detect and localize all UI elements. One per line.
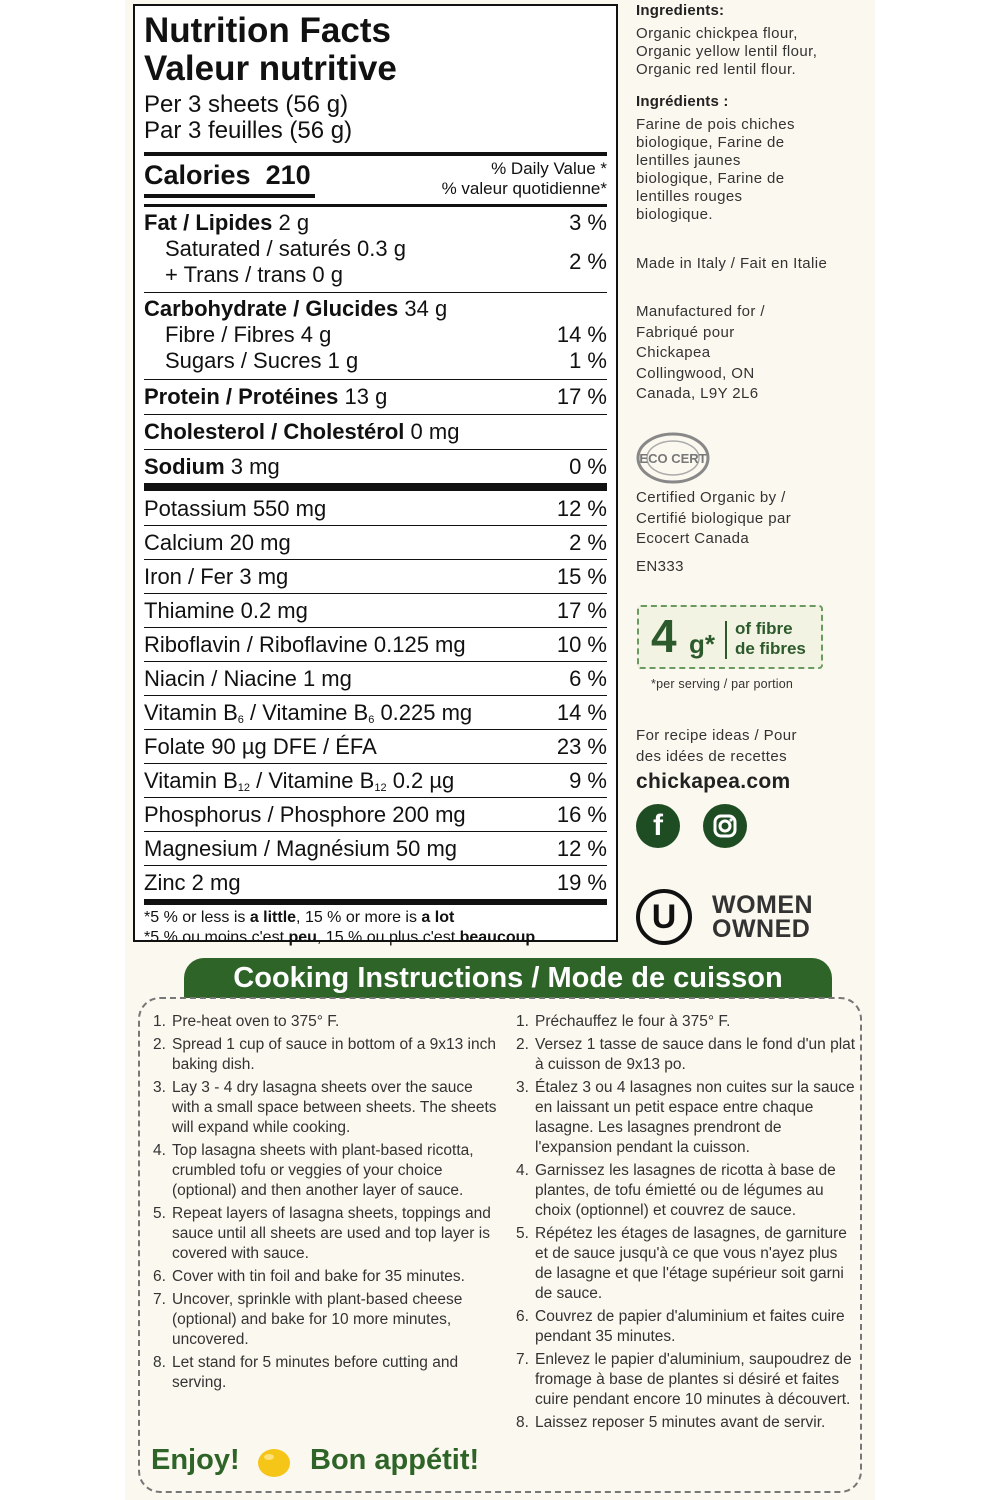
nutrient-row-folate: Folate 90 µg DFE / ÉFA 23 % [144,734,607,759]
list-item: 7. Uncover, sprinkle with plant-based cheese (optional) and bake for 10 more minutes, uncovered. [153,1291,463,1348]
calories-value: 210 [265,160,311,190]
women-owned-logo: WOMEN OWNED [712,891,814,943]
footnote-fr: *5 % ou moins c'est peu, 15 % ou plus c'est beaucoup [144,929,536,946]
nutrient-row-trans: + Trans / trans 0 g [165,262,343,287]
nutrient-row-zinc: Zinc 2 mg 19 % [144,870,607,895]
certified-organic: Certified Organic by / Certifié biologique par Ecocert Canada [636,489,792,547]
list-item: 8. Laissez reposer 5 minutes avant de servir. [516,1414,826,1431]
nutrient-row-fat: Fat / Lipides 2 g 3 % [144,210,607,235]
ecocert-logo [636,432,712,484]
divider [144,695,607,696]
bon-appetit-text: Bon appétit! [310,1444,480,1476]
divider [144,729,607,730]
ingredients-list-fr: Farine de pois chiches biologique, Farine de lentilles jaunes biologique, Farine de lentilles rouges biologique. [636,116,795,223]
nutrient-row-riboflavin: Riboflavin / Riboflavine 0.125 mg 10 % [144,632,607,657]
list-item: 3. Lay 3 - 4 dry lasagna sheets over the sauce with a small space between sheets. The sheets will expand while cooking. [153,1079,497,1136]
divider [144,379,607,380]
ecocert-logo-text: ECO CERT [639,451,707,466]
list-item: 4. Garnissez les lasagnes de ricotta à base de plantes, de tofu émietté ou de légumes au choix (optionnel) et couvrez de sauce. [516,1162,836,1219]
divider [144,292,607,293]
fibre-label-fr: de fibres [735,639,806,658]
fibre-number: 4 [651,610,677,662]
nutrient-row-protein: Protein / Protéines 13 g 17 % [144,384,607,409]
list-item: 8. Let stand for 5 minutes before cutting and serving. [153,1354,459,1391]
list-item: 6. Cover with tin foil and bake for 35 minutes. [153,1268,465,1285]
nutrient-row-potassium: Potassium 550 mg 12 % [144,496,607,521]
website-link[interactable]: chickapea.com [636,770,791,793]
steps-en [153,1012,503,1396]
nutrient-row-vitamin-b12: Vitamin $B_{12}$ / Vitamine $B_{12}$ 0.2 µg 9 % [144,768,607,794]
nutrient-row-thiamine: Thiamine 0.2 mg 17 % [144,598,607,623]
nutrient-row-saturated: Saturated / saturés 0.3 g 2 % [165,236,607,274]
daily-value-header: % Daily Value * % valeur quotidienne* [441,159,607,198]
ingredients-heading-fr: Ingrédients : [636,93,729,110]
nutrient-row-niacin: Niacin / Niacine 1 mg 6 % [144,666,607,691]
steps-fr [516,1012,856,1436]
divider [144,661,607,662]
nutrient-row-magnesium: Magnesium / Magnésium 50 mg 12 % [144,836,607,861]
divider [144,831,607,832]
nutrition-facts-panel [133,4,618,946]
facebook-icon[interactable]: f [636,804,680,848]
en-code: EN333 [636,558,684,575]
instagram-icon[interactable] [703,804,747,848]
per-serving-note: *per serving / par portion [651,677,794,691]
made-in: Made in Italy / Fait en Italie [636,255,828,272]
divider [144,414,607,415]
fibre-separator [725,621,727,659]
divider [144,449,607,450]
nutrient-row-sodium: Sodium 3 mg 0 % [144,454,607,479]
list-item: 7. Enlevez le papier d'aluminium, saupoudrez de fromage à base de plantes si désiré et faites cuire pendant encore 10 minutes à découvert. [516,1351,852,1408]
serving-size-en: Per 3 sheets (56 g) [144,91,349,118]
list-item: 1. Préchauffez le four à 375° F. [516,1013,731,1030]
divider [144,483,607,491]
nutrient-row-sugars: Sugars / Sucres 1 g 1 % [165,348,607,373]
ingredients-heading-en: Ingredients: [636,2,725,19]
serving-size-fr: Par 3 feuilles (56 g) [144,117,353,144]
enjoy-text: Enjoy! [151,1444,240,1476]
calories-label: Calories [144,160,251,190]
nutrient-row-fibre: Fibre / Fibres 4 g 14 % [165,322,607,347]
calories-row [144,156,607,204]
list-item: 2. Versez 1 tasse de sauce dans le fond d'un plat à cuisson de 9x13 po. [516,1036,856,1073]
nutrient-row-carbohydrate: Carbohydrate / Glucides 34 g [144,296,448,321]
divider [144,763,607,764]
instagram-glyph [703,804,747,848]
divider [144,204,607,207]
list-item: 1. Pre-heat oven to 375° F. [153,1013,340,1030]
fibre-badge [637,605,823,669]
list-item: 4. Top lasagna sheets with plant-based ricotta, crumbled tofu or veggies of your choice (optional) and then another layer of sauce. [153,1142,474,1199]
nutrient-row-calcium: Calcium 20 mg 2 % [144,530,607,555]
nutrition-title-fr: Valeur nutritive [144,49,397,88]
list-item: 6. Couvrez de papier d'aluminium et faites cuire pendant 35 minutes. [516,1308,845,1345]
nutrition-title-en: Nutrition Facts [144,11,391,50]
manufacturer-address: Manufactured for / Fabriqué pour Chickapea Collingwood, ON Canada, L9Y 2L6 [636,303,765,402]
nutrient-row-cholesterol: Cholesterol / Cholestérol 0 mg [144,419,460,444]
nutrient-row-iron: Iron / Fer 3 mg 15 % [144,564,607,589]
divider [144,797,607,798]
calories-underline [144,194,315,198]
divider [144,899,607,905]
list-item: 5. Répétez les étages de lasagnes, de garniture et de sauce jusqu'à ce que vous n'ayez plus de lasagne et que l'étage supérieur soit garni de sauce. [516,1225,847,1302]
cooking-instructions-title: Cooking Instructions / Mode de cuisson [184,958,832,998]
fibre-unit: g* [689,629,715,659]
divider [144,865,607,866]
fibre-label-en: of fibre [735,619,793,638]
nutrient-row-phosphorus: Phosphorus / Phosphore 200 mg 16 % [144,802,607,827]
divider [144,559,607,560]
divider [144,627,607,628]
divider [144,525,607,526]
kosher-symbol-icon: U [636,889,692,945]
chickpea-icon [256,1446,292,1478]
list-item: 3. Étalez 3 ou 4 lasagnes non cuites sur la sauce en laissant un petit espace entre chaque lasagne. Les lasagnes prendront de l'expansion pendant la cuisson. [516,1079,855,1156]
nutrient-row-vitamin-b6: Vitamin $B_6$ / Vitamine $B_6$ 0.225 mg 14 % [144,700,607,726]
list-item: 5. Repeat layers of lasagna sheets, toppings and sauce until all sheets are used and top layer is covered with sauce. [153,1205,491,1262]
list-item: 2. Spread 1 cup of sauce in bottom of a 9x13 inch baking dish. [153,1036,496,1073]
ingredients-list-en: Organic chickpea flour, Organic yellow lentil flour, Organic red lentil flour. [636,25,818,78]
recipe-ideas: For recipe ideas / Pour des idées de recettes [636,727,797,765]
divider [144,593,607,594]
footnote-en: *5 % or less is a little, 15 % or more is a lot [144,909,455,926]
